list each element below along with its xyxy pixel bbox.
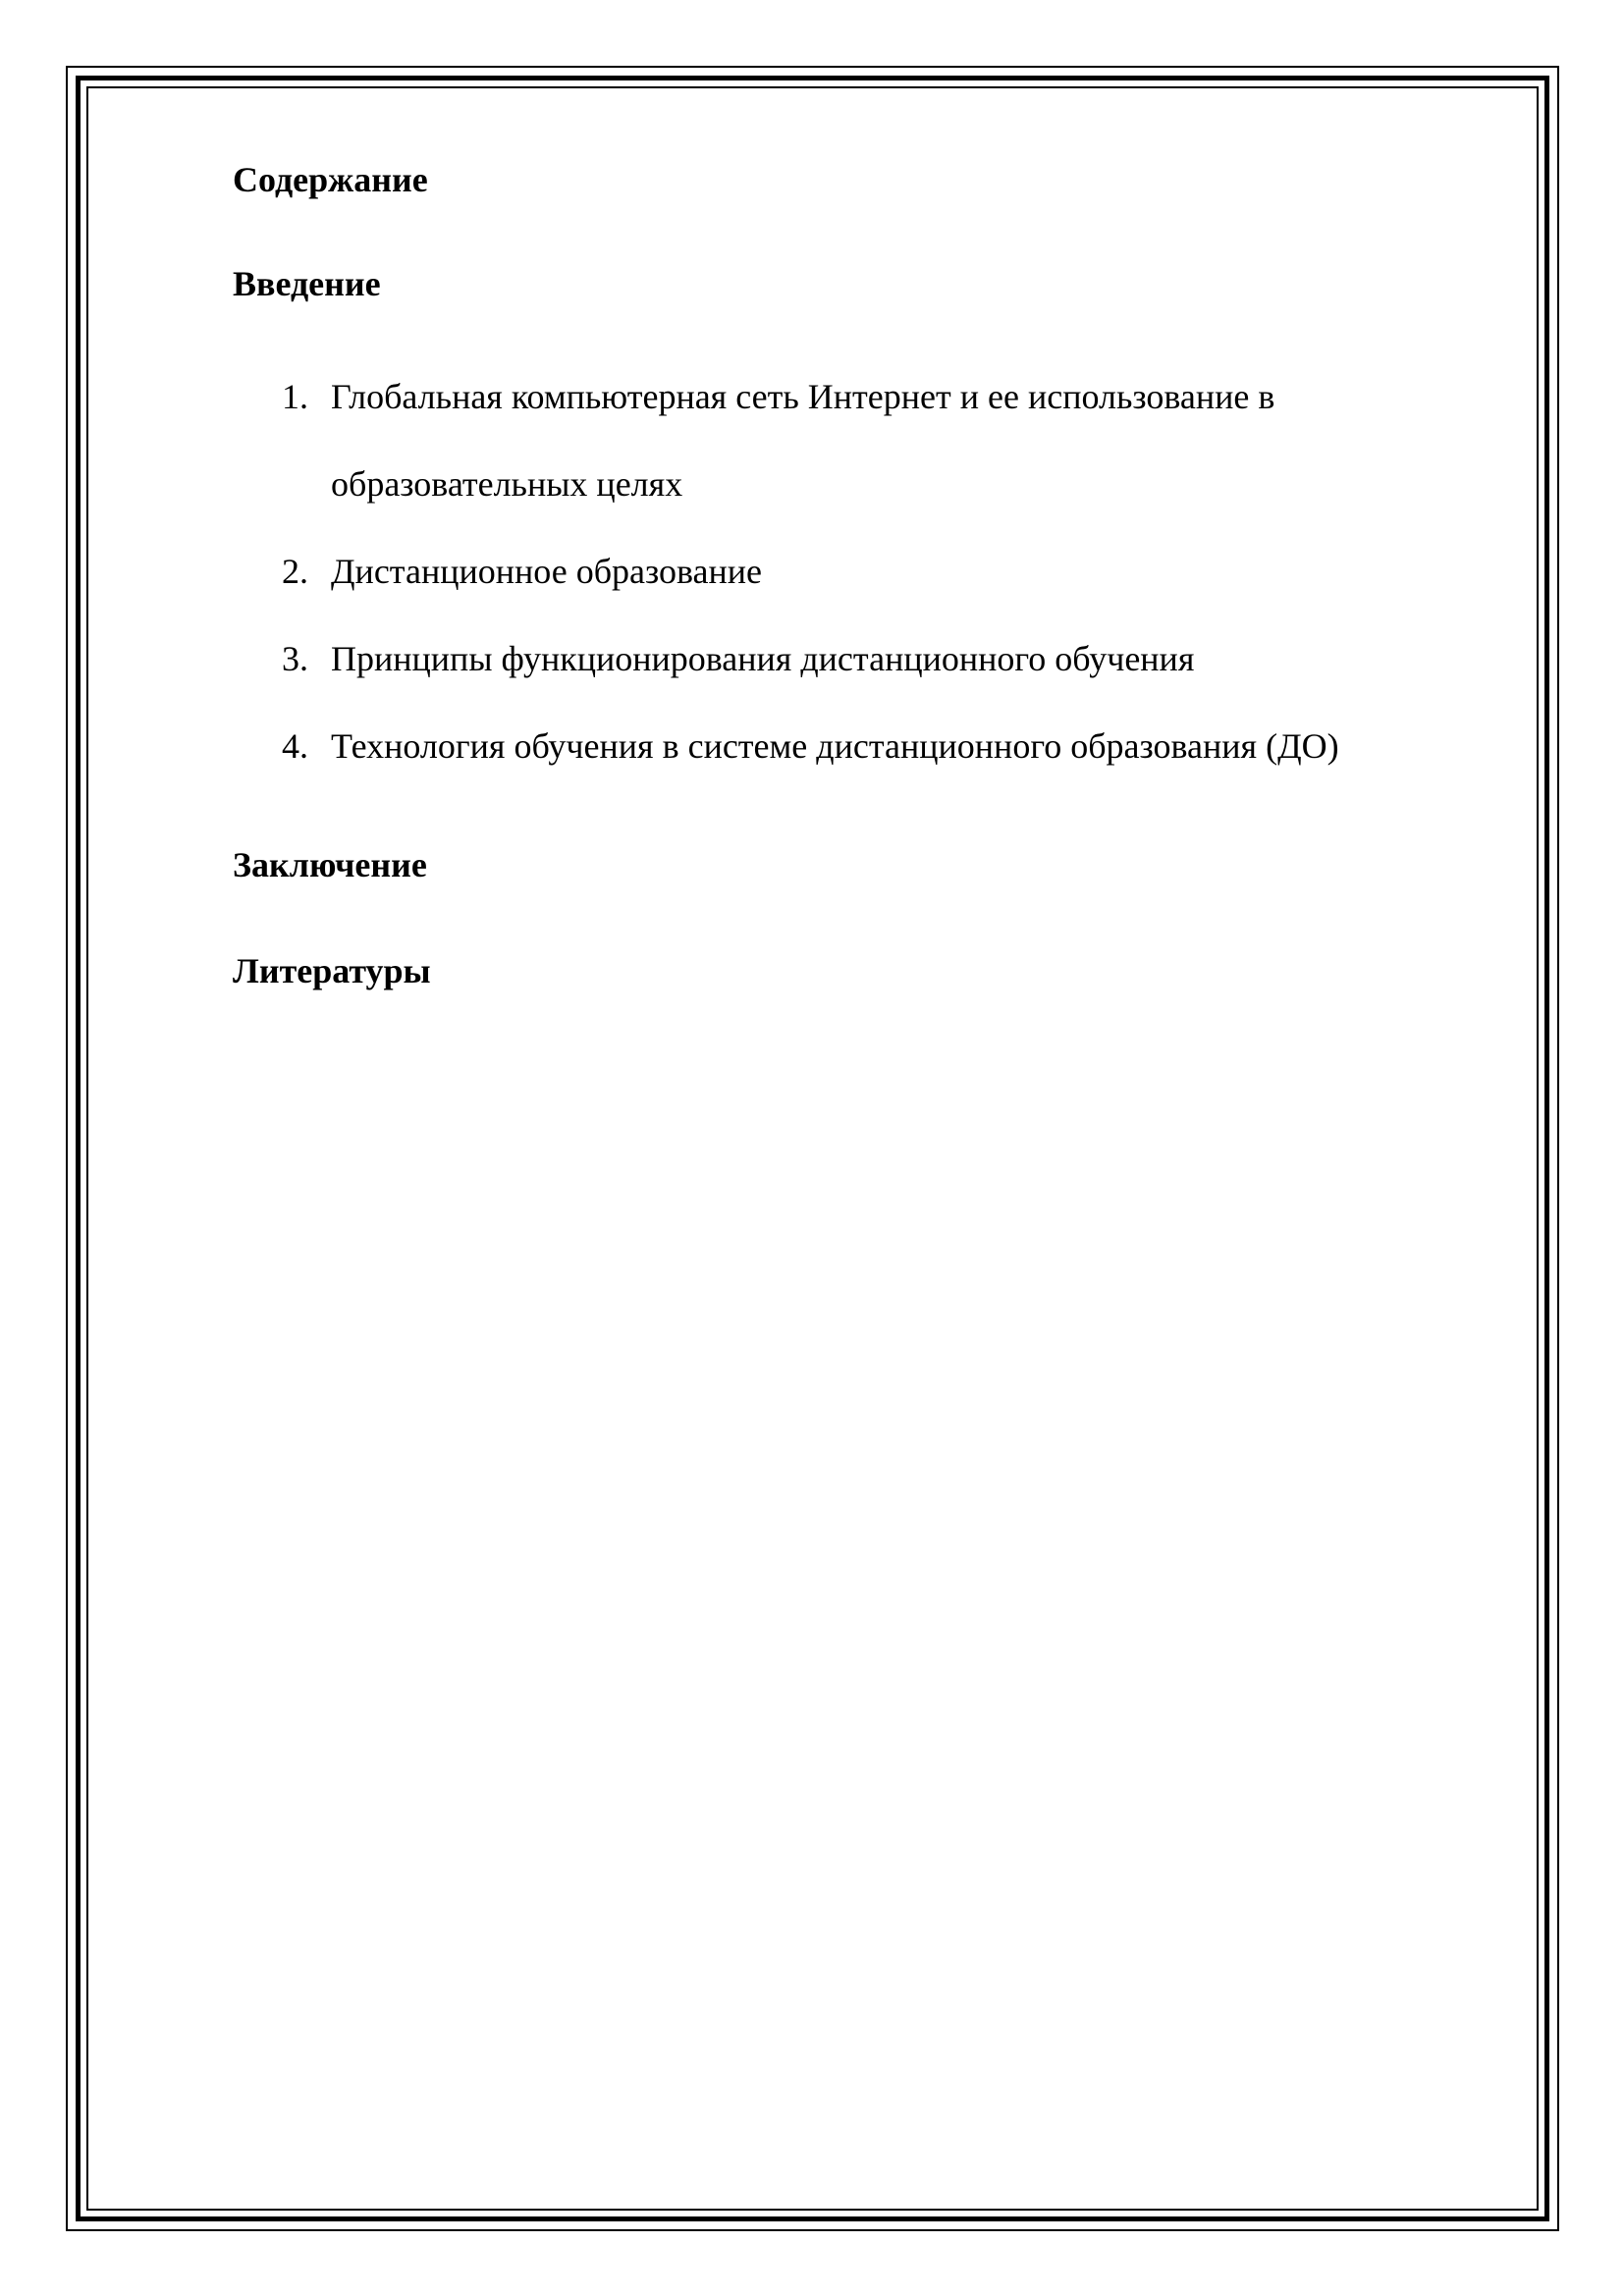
toc-literature: Литературы — [233, 951, 431, 990]
toc-item-2 — [233, 528, 1470, 615]
toc-item-text: Технология обучения в системе дистанционного образования (ДО) — [331, 726, 1339, 766]
toc-conclusion: Заключение — [233, 845, 427, 884]
toc-item-1 — [233, 353, 1470, 528]
toc-item-number: 2. — [282, 552, 308, 591]
toc-item-4 — [233, 703, 1470, 790]
toc-item-text: Принципы функционирования дистанционного обучения — [331, 639, 1195, 678]
toc-list — [233, 353, 1470, 790]
toc-intro: Введение — [233, 264, 381, 303]
toc-title: Содержание — [233, 160, 428, 199]
toc-item-text-continued: образовательных целях — [331, 464, 683, 504]
toc-item-text: Дистанционное образование — [331, 552, 763, 591]
toc-item-number: 4. — [282, 726, 308, 766]
toc-item-text: Глобальная компьютерная сеть Интернет и ее использование в — [331, 377, 1275, 416]
toc-item-3 — [233, 615, 1470, 703]
toc-item-number: 1. — [282, 377, 308, 416]
toc-item-number: 3. — [282, 639, 308, 678]
